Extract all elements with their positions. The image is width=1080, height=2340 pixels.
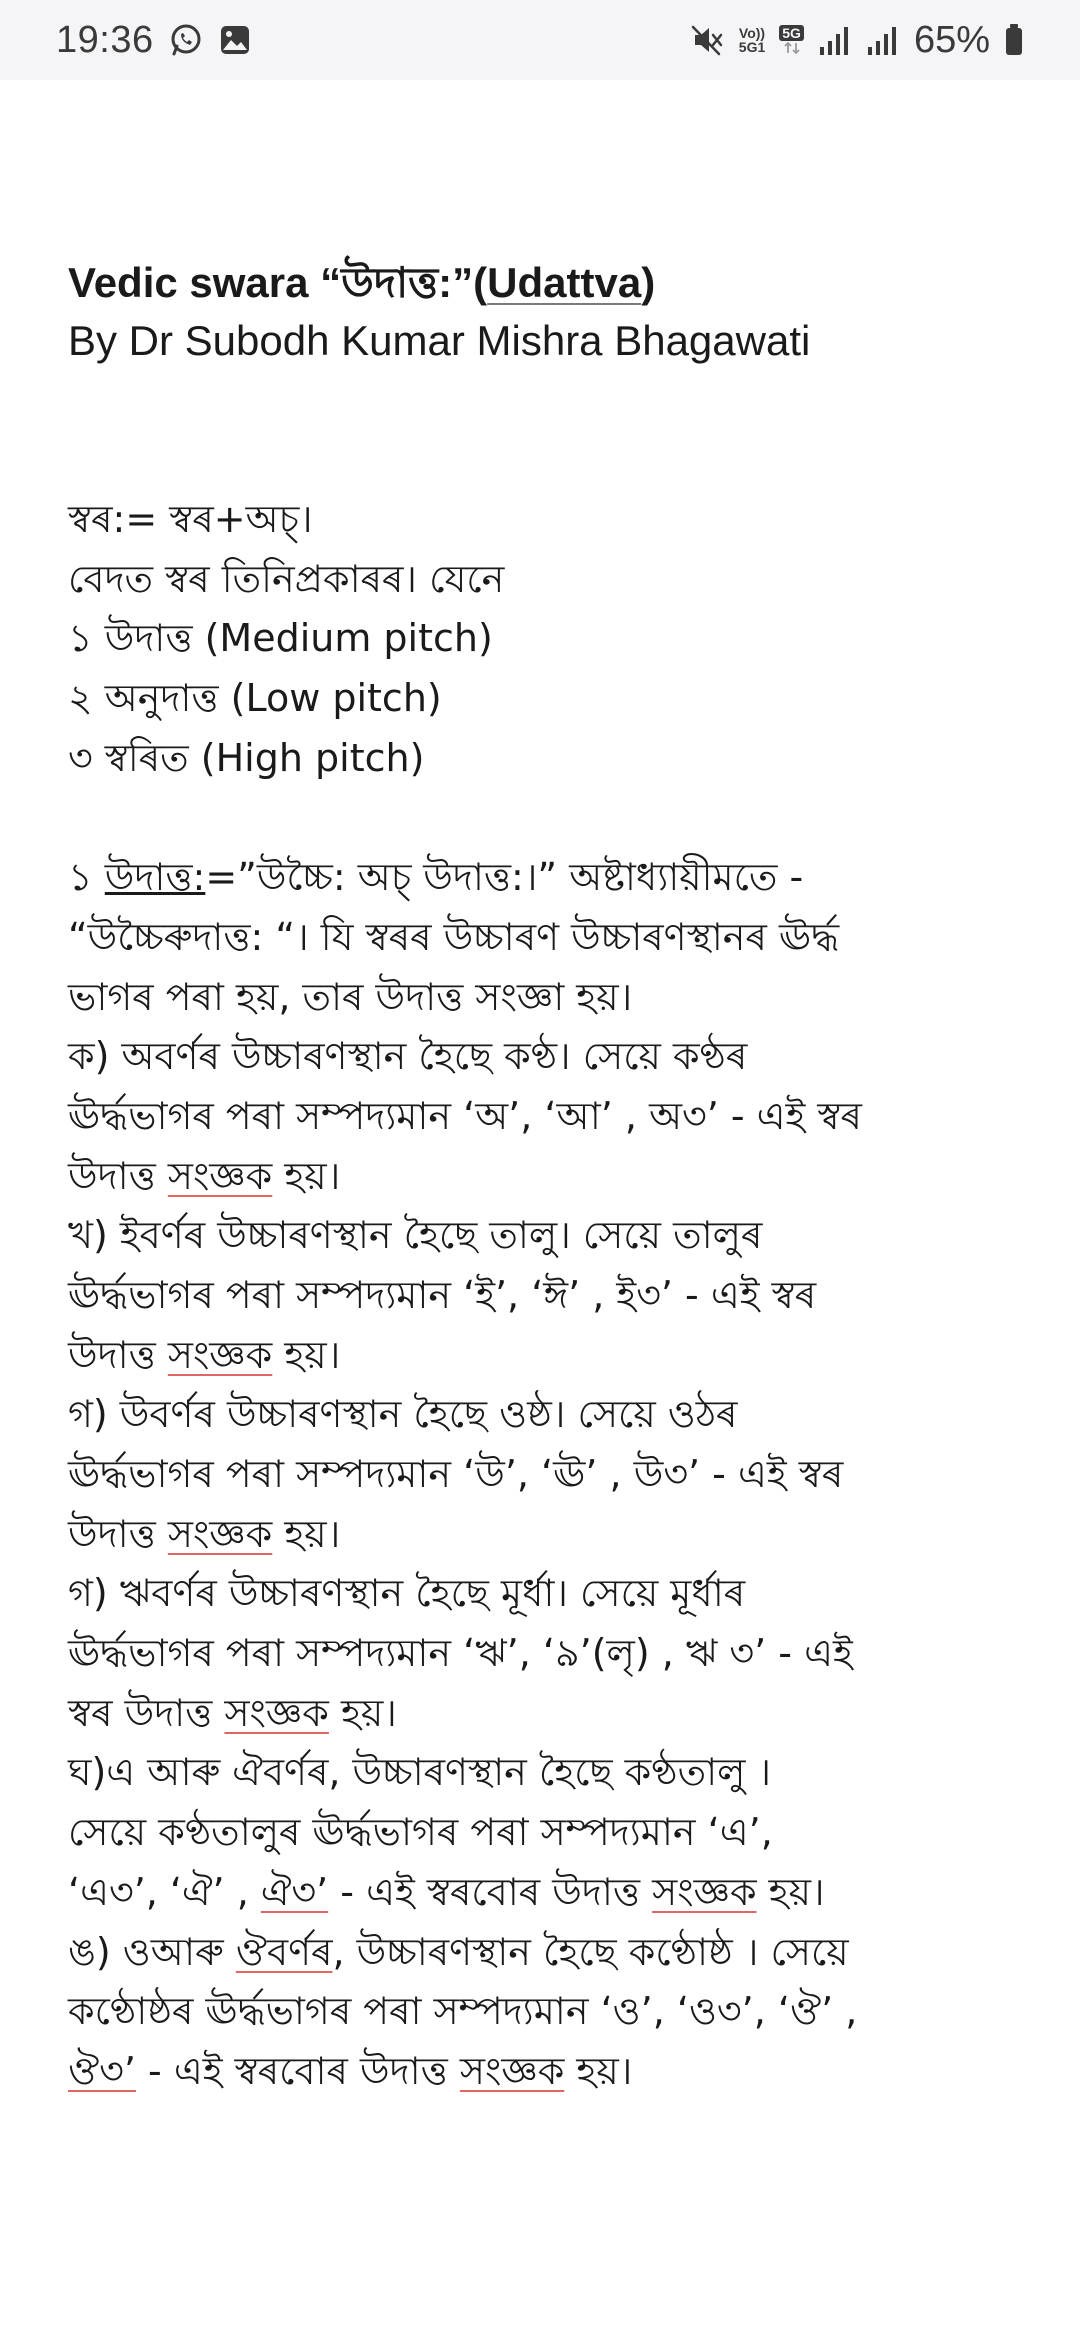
text-line: [68, 1147, 1028, 1207]
text-line: কণ্ঠোষ্ঠৰ ঊৰ্দ্ধভাগৰ পৰা সম্পদ্যমান ‘ও’, ‘ও৩’, ‘ঔ’ ,: [68, 1989, 858, 2034]
text-line: [68, 1863, 1028, 1923]
text-run: হয়।: [564, 2048, 633, 2093]
spellcheck-word: সংজ্ঞক: [167, 1511, 273, 1556]
mute-icon: [689, 22, 725, 58]
text-run: - এই স্বৰবোৰ উদাত্ত: [328, 1869, 653, 1914]
spellcheck-word: সংজ্ঞক: [459, 2048, 565, 2093]
status-bar-right: [689, 19, 1024, 62]
underlined-term: উদাত্ত:: [104, 855, 206, 900]
status-bar-left: [56, 19, 252, 62]
text-run: হয়।: [328, 1690, 397, 1735]
text-run: হয়।: [272, 1511, 341, 1556]
volte-icon: [739, 26, 765, 54]
text-line: গ) ঋবৰ্ণৰ উচ্চাৰণস্থান হৈছে মূৰ্ধা। সেয়ে মূৰ্ধাৰ: [68, 1571, 746, 1616]
text-line: [68, 848, 1028, 908]
text-line: [68, 1326, 1028, 1386]
5g-icon: [779, 25, 804, 55]
spellcheck-word: সংজ্ঞক: [224, 1690, 329, 1735]
text-line: [68, 2042, 1028, 2102]
text-line: ঘ)এ আৰু ঐবৰ্ণৰ, উচ্চাৰণস্থান হৈছে কণ্ঠতালু ।: [68, 1750, 772, 1795]
text-line: ঊৰ্দ্ধভাগৰ পৰা সম্পদ্যমান ‘ই’, ‘ঈ’ , ই৩’ - এই স্বৰ: [68, 1272, 817, 1317]
document-title: [68, 254, 1028, 312]
text-line: ঊৰ্দ্ধভাগৰ পৰা সম্পদ্যমান ‘ঋ’, ‘৯’(লৃ) , ঋ ৩’ - এই: [68, 1631, 853, 1676]
spellcheck-word: সংজ্ঞক: [167, 1332, 273, 1377]
spellcheck-word: ঔবৰ্ণৰ: [235, 1929, 333, 1974]
signal-icon-sim2: [866, 23, 900, 57]
text-line: ভাগৰ পৰা হয়, তাৰ উদাত্ত সংজ্ঞা হয়।: [68, 974, 633, 1019]
spellcheck-word: সংজ্ঞক: [167, 1153, 273, 1198]
battery-percent: 65%: [913, 18, 990, 61]
spellcheck-word: সংজ্ঞক: [652, 1869, 757, 1914]
text-line: বেদত স্বৰ তিনিপ্ৰকাৰৰ। যেনে: [68, 556, 505, 601]
text-line: ১ উদাত্ত (Medium pitch): [68, 616, 493, 661]
text-run: উদাত্ত: [68, 1332, 168, 1377]
network-type-label: 5G: [779, 25, 804, 41]
text-line: [68, 1505, 1028, 1565]
blank-line: [68, 788, 1028, 848]
text-run: হয়।: [272, 1332, 341, 1377]
text-line: ৩ স্বৰিত (High pitch): [68, 735, 425, 780]
document-body: [68, 490, 1028, 2102]
status-time: 19:36: [56, 18, 154, 61]
title-prefix: Vedic swara “উদাত্ত:”(: [68, 259, 488, 306]
text-run: হয়।: [756, 1869, 825, 1914]
gallery-icon: [218, 23, 252, 57]
text-run: - এই স্বৰবোৰ উদাত্ত: [135, 2048, 460, 2093]
signal-icon: [818, 23, 852, 57]
volte-top-label: Vo)): [738, 25, 766, 41]
text-run: ‘এ৩’, ‘ঐ’ ,: [68, 1869, 261, 1914]
text-run: উদাত্ত: [68, 1511, 168, 1556]
battery-icon: [1004, 23, 1024, 57]
text-run: স্বৰ উদাত্ত: [68, 1690, 225, 1735]
text-line: ঊৰ্দ্ধভাগৰ পৰা সম্পদ্যমান ‘উ’, ‘ঊ’ , উ৩’ - এই স্বৰ: [68, 1452, 844, 1496]
text-line: “উচ্চৈৰুদাত্ত: “। যি স্বৰৰ উচ্চাৰণ উচ্চাৰণস্থানৰ ঊৰ্দ্ধ: [68, 914, 840, 959]
document-author: By Dr Subodh Kumar Mishra Bhagawati: [68, 317, 811, 364]
text-run: হয়।: [272, 1153, 341, 1198]
text-line: ক) অবৰ্ণৰ উচ্চাৰণস্থান হৈছে কণ্ঠ। সেয়ে কণ্ঠৰ: [68, 1034, 748, 1079]
volte-bottom-label: 5G1: [738, 39, 766, 55]
text-run: ঙ) ওআৰু: [68, 1929, 236, 1974]
document[interactable]: [68, 254, 1028, 2102]
whatsapp-icon: [168, 22, 204, 58]
text-run: =”উচ্চৈ: অচ্ উদাত্ত:।” অষ্টাধ্যায়ীমতে -: [205, 855, 804, 900]
text-line: খ) ইবৰ্ণৰ উচ্চাৰণস্থান হৈছে তালু। সেয়ে তালুৰ: [68, 1213, 763, 1258]
spellcheck-word: ঔ৩’: [68, 2048, 136, 2093]
text-line: স্বৰ:= স্বৰ+অচ্।: [68, 497, 313, 541]
text-line: ২ অনুদাত্ত (Low pitch): [68, 676, 442, 721]
text-run: ১: [68, 855, 105, 900]
text-run: , উচ্চাৰণস্থান হৈছে কণ্ঠোষ্ঠ । সেয়ে: [332, 1929, 849, 1974]
title-underlined-word: Udattva: [487, 259, 642, 306]
text-line: সেয়ে কণ্ঠতালুৰ ঊৰ্দ্ধভাগৰ পৰা সম্পদ্যমান ‘এ’,: [68, 1810, 773, 1855]
text-line: [68, 1684, 1028, 1744]
text-line: গ) উবৰ্ণৰ উচ্চাৰণস্থান হৈছে ওষ্ঠ। সেয়ে ওঠৰ: [68, 1392, 738, 1437]
status-bar: [0, 0, 1080, 80]
spellcheck-word: ঐ৩’: [260, 1869, 329, 1914]
text-line: ঊৰ্দ্ধভাগৰ পৰা সম্পদ্যমান ‘অ’, ‘আ’ , অ৩’ - এই স্বৰ: [68, 1093, 862, 1138]
text-line: [68, 1923, 1028, 1983]
text-run: উদাত্ত: [68, 1153, 168, 1198]
title-suffix: ): [641, 259, 656, 306]
